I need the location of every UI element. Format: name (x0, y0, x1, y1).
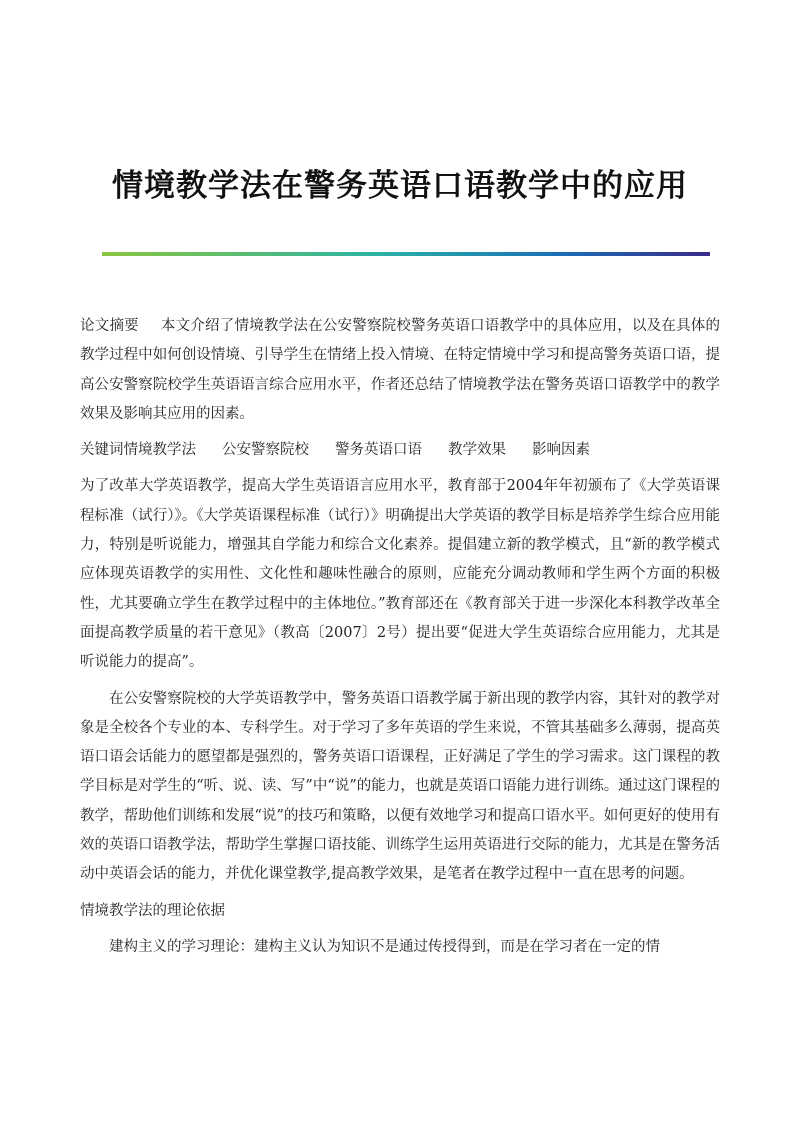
abstract-text: 本文介绍了情境教学法在公安警察院校警务英语口语教学中的具体应用，以及在具体的教学过程中如何创设情境、引导学生在情绪上投入情境、在特定情境中学习和提高警务英语口语，提高公安警察院校学生英语语言综合应用水平，作者还总结了情境教学法在警务英语口语教学中的教学效果及影响其应用的因素。 (80, 318, 721, 422)
abstract (80, 312, 720, 429)
keyword-item: 警务英语口语 (335, 442, 422, 459)
keyword-item: 教学效果 (448, 442, 506, 459)
abstract-label: 论文摘要 (80, 318, 139, 334)
document-body (80, 312, 720, 962)
document-title: 情境教学法在警务英语口语教学中的应用 (112, 168, 688, 204)
keywords (80, 436, 720, 465)
body-paragraph: 为了改革大学英语教学，提高大学生英语语言应用水平，教育部于2004年年初颁布了《大学英语课程标准（试行）》。《大学英语课程标准（试行）》明确提出大学英语的教学目标是培养学生综合应用能力，特别是听说能力，增强其自学能力和综合文化素养。提倡建立新的教学模式，且“新的教学模式应体现英语教学的实用性、文化性和趣味性融合的原则，应能充分调动教师和学生两个方面的积极性，尤其要确立学生在教学过程中的主体地位。”教育部还在《教育部关于进一步深化本科教学改革全面提高教学质量的若干意见》（教高〔2007〕2号）提出要“促进大学生英语综合应用能力，尤其是听说能力的提高”。 (80, 478, 720, 671)
keyword-item: 影响因素 (532, 442, 590, 459)
title-divider (102, 252, 710, 256)
body-paragraph: 建构主义的学习理论：建构主义认为知识不是通过传授得到，而是在学习者在一定的情 (109, 938, 660, 955)
keyword-item: 公安警察院校 (222, 442, 309, 459)
keywords-label: 关键词 (80, 442, 124, 459)
keyword-item: 情境教学法 (123, 442, 196, 459)
section-heading: 情境教学法的理论依据 (80, 902, 225, 919)
body-paragraph: 在公安警察院校的大学英语教学中，警务英语口语教学属于新出现的教学内容，其针对的教学对象是全校各个专业的本、专科学生。对于学习了多年英语的学生来说，不管其基础多么薄弱，提高英语口语会话能力的愿望都是强烈的，警务英语口语课程，正好满足了学生的学习需求。这门课程的教学目标是对学生的“听、说、读、写”中“说”的能力，也就是英语口语能力进行训练。通过这门课程的教学，帮助他们训练和发展“说”的技巧和策略，以便有效地学习和提高口语水平。如何更好的使用有效的英语口语教学法，帮助学生掌握口语技能、训练学生运用英语进行交际的能力，尤其是在警务活动中英语会话的能力，并优化课堂教学,提高教学效果，是笔者在教学过程中一直在思考的问题。 (80, 690, 720, 883)
